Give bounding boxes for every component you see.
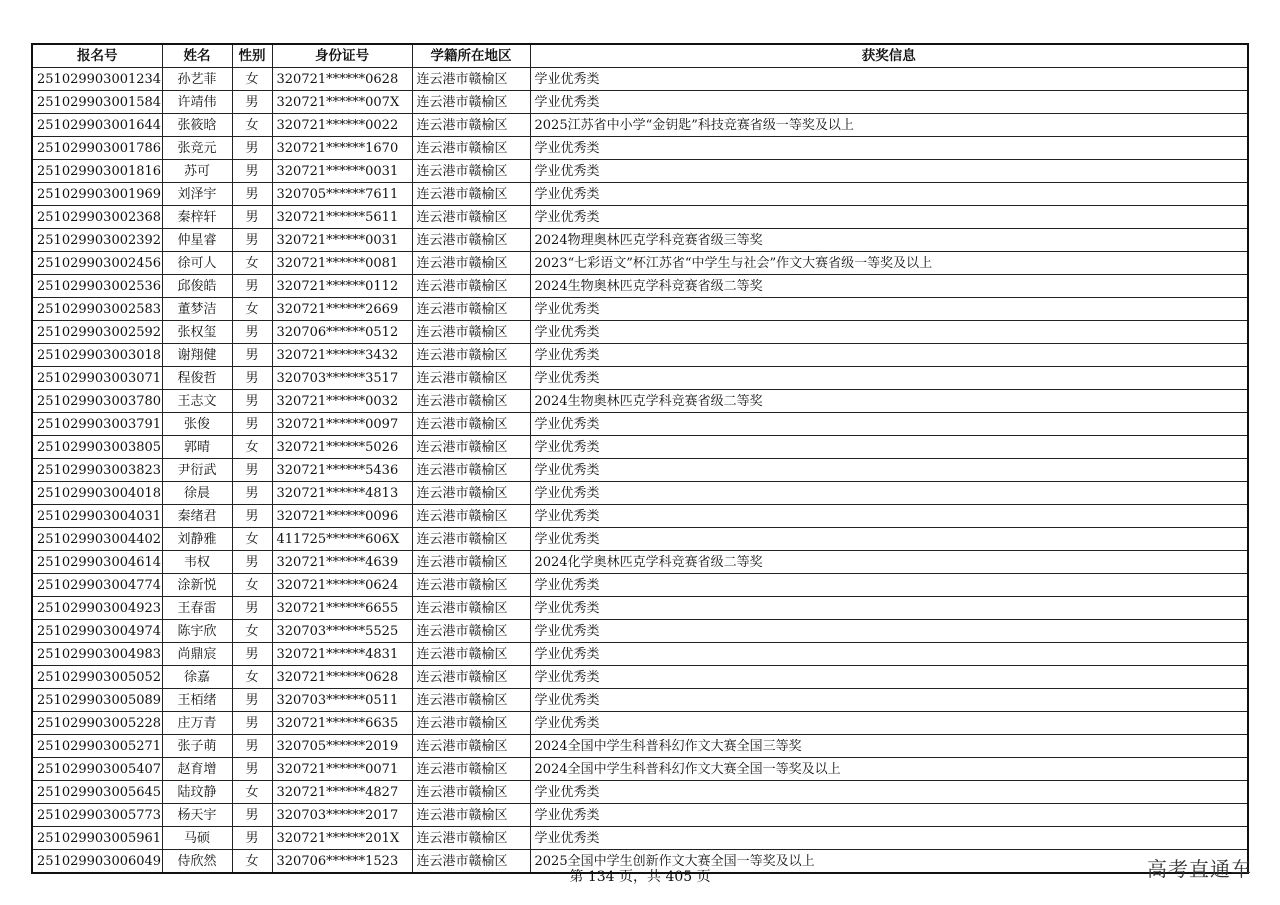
cell-reg-no: 251029903001644 (32, 114, 162, 137)
cell-reg-no: 251029903002456 (32, 252, 162, 275)
cell-reg-no: 251029903001584 (32, 91, 162, 114)
cell-reg-no: 251029903003780 (32, 390, 162, 413)
cell-reg-no: 251029903004983 (32, 643, 162, 666)
cell-id-card: 320721******0032 (272, 390, 412, 413)
table-row (32, 666, 1248, 689)
cell-region: 连云港市赣榆区 (412, 551, 530, 574)
cell-gender: 男 (232, 183, 272, 206)
table-row (32, 183, 1248, 206)
cell-award: 学业优秀类 (530, 827, 1248, 850)
cell-gender: 男 (232, 827, 272, 850)
cell-name: 徐嘉 (162, 666, 232, 689)
cell-name: 孙艺菲 (162, 68, 232, 91)
cell-region: 连云港市赣榆区 (412, 206, 530, 229)
cell-award: 学业优秀类 (530, 206, 1248, 229)
table-row (32, 206, 1248, 229)
cell-id-card: 320721******0097 (272, 413, 412, 436)
table-row (32, 689, 1248, 712)
cell-award: 学业优秀类 (530, 482, 1248, 505)
header-name: 姓名 (162, 44, 232, 68)
cell-reg-no: 251029903003823 (32, 459, 162, 482)
table-row (32, 597, 1248, 620)
cell-award: 学业优秀类 (530, 298, 1248, 321)
cell-gender: 女 (232, 850, 272, 874)
cell-reg-no: 251029903005271 (32, 735, 162, 758)
cell-region: 连云港市赣榆区 (412, 229, 530, 252)
cell-region: 连云港市赣榆区 (412, 528, 530, 551)
cell-gender: 女 (232, 114, 272, 137)
header-region: 学籍所在地区 (412, 44, 530, 68)
cell-name: 郭晴 (162, 436, 232, 459)
cell-gender: 女 (232, 781, 272, 804)
cell-id-card: 411725******606X (272, 528, 412, 551)
cell-id-card: 320721******3432 (272, 344, 412, 367)
cell-reg-no: 251029903005052 (32, 666, 162, 689)
cell-reg-no: 251029903004031 (32, 505, 162, 528)
cell-name: 王春雷 (162, 597, 232, 620)
table-row (32, 482, 1248, 505)
cell-id-card: 320721******007X (272, 91, 412, 114)
table-row (32, 574, 1248, 597)
table-row (32, 528, 1248, 551)
cell-gender: 男 (232, 275, 272, 298)
cell-name: 尚鼎宸 (162, 643, 232, 666)
cell-gender: 男 (232, 137, 272, 160)
header-gender: 性别 (232, 44, 272, 68)
cell-award: 学业优秀类 (530, 459, 1248, 482)
table-row (32, 643, 1248, 666)
cell-gender: 男 (232, 344, 272, 367)
cell-award: 2024生物奥林匹克学科竞赛省级二等奖 (530, 275, 1248, 298)
cell-gender: 男 (232, 551, 272, 574)
cell-reg-no: 251029903001234 (32, 68, 162, 91)
cell-gender: 男 (232, 390, 272, 413)
cell-award: 学业优秀类 (530, 344, 1248, 367)
cell-award: 学业优秀类 (530, 781, 1248, 804)
cell-reg-no: 251029903002368 (32, 206, 162, 229)
table-row (32, 390, 1248, 413)
table-row (32, 505, 1248, 528)
cell-award: 学业优秀类 (530, 68, 1248, 91)
cell-gender: 男 (232, 160, 272, 183)
cell-award: 学业优秀类 (530, 367, 1248, 390)
table-body (32, 68, 1248, 874)
cell-name: 张竞元 (162, 137, 232, 160)
cell-gender: 女 (232, 574, 272, 597)
cell-reg-no: 251029903004923 (32, 597, 162, 620)
cell-award: 学业优秀类 (530, 413, 1248, 436)
cell-gender: 男 (232, 597, 272, 620)
table-row (32, 114, 1248, 137)
cell-id-card: 320721******0031 (272, 229, 412, 252)
cell-id-card: 320721******6655 (272, 597, 412, 620)
cell-gender: 男 (232, 735, 272, 758)
cell-award: 2025全国中学生创新作文大赛全国一等奖及以上 (530, 850, 1248, 874)
cell-name: 杨天宇 (162, 804, 232, 827)
cell-gender: 男 (232, 804, 272, 827)
cell-reg-no: 251029903004402 (32, 528, 162, 551)
cell-award: 学业优秀类 (530, 643, 1248, 666)
cell-gender: 女 (232, 620, 272, 643)
cell-award: 2024全国中学生科普科幻作文大赛全国一等奖及以上 (530, 758, 1248, 781)
table-row (32, 252, 1248, 275)
cell-region: 连云港市赣榆区 (412, 735, 530, 758)
cell-award: 学业优秀类 (530, 436, 1248, 459)
cell-region: 连云港市赣榆区 (412, 252, 530, 275)
cell-award: 学业优秀类 (530, 505, 1248, 528)
cell-award: 学业优秀类 (530, 91, 1248, 114)
cell-region: 连云港市赣榆区 (412, 689, 530, 712)
cell-region: 连云港市赣榆区 (412, 183, 530, 206)
cell-name: 张筱晗 (162, 114, 232, 137)
cell-region: 连云港市赣榆区 (412, 758, 530, 781)
cell-reg-no: 251029903004974 (32, 620, 162, 643)
table-row (32, 712, 1248, 735)
cell-id-card: 320703******5525 (272, 620, 412, 643)
cell-id-card: 320721******5026 (272, 436, 412, 459)
cell-name: 谢翔健 (162, 344, 232, 367)
cell-gender: 男 (232, 459, 272, 482)
table-row (32, 620, 1248, 643)
cell-gender: 男 (232, 758, 272, 781)
table-row (32, 91, 1248, 114)
cell-name: 许靖伟 (162, 91, 232, 114)
cell-name: 马硕 (162, 827, 232, 850)
cell-gender: 女 (232, 252, 272, 275)
cell-region: 连云港市赣榆区 (412, 505, 530, 528)
cell-region: 连云港市赣榆区 (412, 298, 530, 321)
cell-region: 连云港市赣榆区 (412, 91, 530, 114)
cell-gender: 女 (232, 528, 272, 551)
cell-award: 学业优秀类 (530, 160, 1248, 183)
cell-region: 连云港市赣榆区 (412, 620, 530, 643)
cell-name: 侍欣然 (162, 850, 232, 874)
cell-reg-no: 251029903002536 (32, 275, 162, 298)
cell-id-card: 320703******0511 (272, 689, 412, 712)
cell-gender: 男 (232, 206, 272, 229)
cell-name: 赵育增 (162, 758, 232, 781)
table-row (32, 160, 1248, 183)
cell-reg-no: 251029903003071 (32, 367, 162, 390)
cell-id-card: 320721******4827 (272, 781, 412, 804)
cell-gender: 男 (232, 91, 272, 114)
cell-reg-no: 251029903003791 (32, 413, 162, 436)
cell-reg-no: 251029903005228 (32, 712, 162, 735)
cell-gender: 女 (232, 298, 272, 321)
cell-name: 张俊 (162, 413, 232, 436)
table-row (32, 344, 1248, 367)
table-row (32, 551, 1248, 574)
cell-id-card: 320721******201X (272, 827, 412, 850)
cell-id-card: 320706******1523 (272, 850, 412, 874)
cell-region: 连云港市赣榆区 (412, 137, 530, 160)
cell-award: 学业优秀类 (530, 712, 1248, 735)
cell-name: 刘静雅 (162, 528, 232, 551)
cell-reg-no: 251029903002583 (32, 298, 162, 321)
table-row (32, 735, 1248, 758)
header-award: 获奖信息 (530, 44, 1248, 68)
table-row (32, 321, 1248, 344)
cell-name: 苏可 (162, 160, 232, 183)
cell-award: 学业优秀类 (530, 804, 1248, 827)
cell-reg-no: 251029903001786 (32, 137, 162, 160)
cell-gender: 女 (232, 666, 272, 689)
cell-id-card: 320721******0628 (272, 68, 412, 91)
cell-name: 张权玺 (162, 321, 232, 344)
cell-award: 学业优秀类 (530, 528, 1248, 551)
cell-gender: 男 (232, 689, 272, 712)
cell-award: 学业优秀类 (530, 620, 1248, 643)
table-row (32, 827, 1248, 850)
cell-gender: 女 (232, 436, 272, 459)
cell-award: 2024化学奥林匹克学科竞赛省级二等奖 (530, 551, 1248, 574)
cell-region: 连云港市赣榆区 (412, 344, 530, 367)
cell-name: 董梦洁 (162, 298, 232, 321)
cell-award: 学业优秀类 (530, 666, 1248, 689)
cell-region: 连云港市赣榆区 (412, 114, 530, 137)
table-row (32, 367, 1248, 390)
cell-id-card: 320721******5611 (272, 206, 412, 229)
cell-award: 2025江苏省中小学“金钥匙”科技竞赛省级一等奖及以上 (530, 114, 1248, 137)
table-row (32, 804, 1248, 827)
cell-reg-no: 251029903004614 (32, 551, 162, 574)
cell-id-card: 320721******4831 (272, 643, 412, 666)
cell-reg-no: 251029903006049 (32, 850, 162, 874)
table-row (32, 229, 1248, 252)
table-row (32, 298, 1248, 321)
cell-gender: 男 (232, 643, 272, 666)
table-row (32, 413, 1248, 436)
cell-region: 连云港市赣榆区 (412, 459, 530, 482)
cell-award: 学业优秀类 (530, 689, 1248, 712)
table-row (32, 758, 1248, 781)
cell-region: 连云港市赣榆区 (412, 666, 530, 689)
watermark: 高考直通车 (1147, 857, 1252, 881)
table-row (32, 459, 1248, 482)
cell-id-card: 320721******4639 (272, 551, 412, 574)
cell-region: 连云港市赣榆区 (412, 275, 530, 298)
cell-region: 连云港市赣榆区 (412, 390, 530, 413)
cell-award: 学业优秀类 (530, 321, 1248, 344)
cell-award: 2024物理奥林匹克学科竞赛省级三等奖 (530, 229, 1248, 252)
page-number: 第 134 页，共 405 页 (569, 869, 711, 885)
cell-reg-no: 251029903005961 (32, 827, 162, 850)
cell-name: 张子萌 (162, 735, 232, 758)
cell-id-card: 320721******2669 (272, 298, 412, 321)
cell-reg-no: 251029903005407 (32, 758, 162, 781)
cell-gender: 男 (232, 482, 272, 505)
table-row (32, 436, 1248, 459)
cell-gender: 男 (232, 367, 272, 390)
cell-award: 2023“七彩语文”杯江苏省“中学生与社会”作文大赛省级一等奖及以上 (530, 252, 1248, 275)
cell-reg-no: 251029903002392 (32, 229, 162, 252)
cell-name: 庄万青 (162, 712, 232, 735)
cell-region: 连云港市赣榆区 (412, 413, 530, 436)
cell-award: 2024全国中学生科普科幻作文大赛全国三等奖 (530, 735, 1248, 758)
cell-id-card: 320721******0031 (272, 160, 412, 183)
cell-reg-no: 251029903003018 (32, 344, 162, 367)
cell-gender: 女 (232, 68, 272, 91)
cell-award: 学业优秀类 (530, 574, 1248, 597)
cell-name: 秦梓轩 (162, 206, 232, 229)
cell-id-card: 320721******0071 (272, 758, 412, 781)
cell-name: 秦绪君 (162, 505, 232, 528)
cell-name: 尹衍武 (162, 459, 232, 482)
header-id-card: 身份证号 (272, 44, 412, 68)
cell-name: 徐可人 (162, 252, 232, 275)
cell-id-card: 320721******5436 (272, 459, 412, 482)
cell-id-card: 320721******0096 (272, 505, 412, 528)
cell-id-card: 320721******0081 (272, 252, 412, 275)
cell-region: 连云港市赣榆区 (412, 643, 530, 666)
table-row (32, 781, 1248, 804)
cell-name: 涂新悦 (162, 574, 232, 597)
cell-id-card: 320721******4813 (272, 482, 412, 505)
cell-name: 程俊哲 (162, 367, 232, 390)
cell-reg-no: 251029903004018 (32, 482, 162, 505)
cell-id-card: 320721******0624 (272, 574, 412, 597)
cell-name: 王志文 (162, 390, 232, 413)
cell-region: 连云港市赣榆区 (412, 160, 530, 183)
table-row (32, 275, 1248, 298)
cell-region: 连云港市赣榆区 (412, 321, 530, 344)
cell-region: 连云港市赣榆区 (412, 827, 530, 850)
cell-gender: 男 (232, 229, 272, 252)
cell-region: 连云港市赣榆区 (412, 850, 530, 874)
cell-id-card: 320705******2019 (272, 735, 412, 758)
cell-name: 邱俊皓 (162, 275, 232, 298)
cell-id-card: 320721******0628 (272, 666, 412, 689)
cell-award: 2024生物奥林匹克学科竞赛省级二等奖 (530, 390, 1248, 413)
cell-region: 连云港市赣榆区 (412, 436, 530, 459)
cell-id-card: 320721******6635 (272, 712, 412, 735)
cell-name: 陈宇欣 (162, 620, 232, 643)
cell-reg-no: 251029903003805 (32, 436, 162, 459)
table-row (32, 68, 1248, 91)
cell-gender: 男 (232, 321, 272, 344)
award-roster-table (31, 43, 1249, 874)
cell-reg-no: 251029903005773 (32, 804, 162, 827)
cell-region: 连云港市赣榆区 (412, 482, 530, 505)
cell-reg-no: 251029903004774 (32, 574, 162, 597)
cell-name: 陆玟静 (162, 781, 232, 804)
table-header (32, 44, 1248, 68)
cell-award: 学业优秀类 (530, 183, 1248, 206)
cell-reg-no: 251029903001816 (32, 160, 162, 183)
cell-id-card: 320721******0112 (272, 275, 412, 298)
cell-region: 连云港市赣榆区 (412, 712, 530, 735)
cell-id-card: 320705******7611 (272, 183, 412, 206)
cell-id-card: 320703******3517 (272, 367, 412, 390)
cell-name: 仲星睿 (162, 229, 232, 252)
cell-gender: 男 (232, 505, 272, 528)
cell-id-card: 320721******0022 (272, 114, 412, 137)
cell-award: 学业优秀类 (530, 137, 1248, 160)
table-row (32, 137, 1248, 160)
cell-region: 连云港市赣榆区 (412, 68, 530, 91)
cell-region: 连云港市赣榆区 (412, 574, 530, 597)
cell-region: 连云港市赣榆区 (412, 597, 530, 620)
cell-reg-no: 251029903005089 (32, 689, 162, 712)
cell-region: 连云港市赣榆区 (412, 781, 530, 804)
cell-name: 徐晨 (162, 482, 232, 505)
header-row (32, 44, 1248, 68)
cell-award: 学业优秀类 (530, 597, 1248, 620)
cell-gender: 男 (232, 413, 272, 436)
cell-region: 连云港市赣榆区 (412, 804, 530, 827)
cell-reg-no: 251029903001969 (32, 183, 162, 206)
cell-id-card: 320721******1670 (272, 137, 412, 160)
header-reg-no: 报名号 (32, 44, 162, 68)
cell-gender: 男 (232, 712, 272, 735)
cell-name: 王栢绪 (162, 689, 232, 712)
cell-id-card: 320706******0512 (272, 321, 412, 344)
cell-reg-no: 251029903005645 (32, 781, 162, 804)
cell-id-card: 320703******2017 (272, 804, 412, 827)
cell-name: 刘泽宇 (162, 183, 232, 206)
cell-reg-no: 251029903002592 (32, 321, 162, 344)
cell-name: 韦权 (162, 551, 232, 574)
cell-region: 连云港市赣榆区 (412, 367, 530, 390)
